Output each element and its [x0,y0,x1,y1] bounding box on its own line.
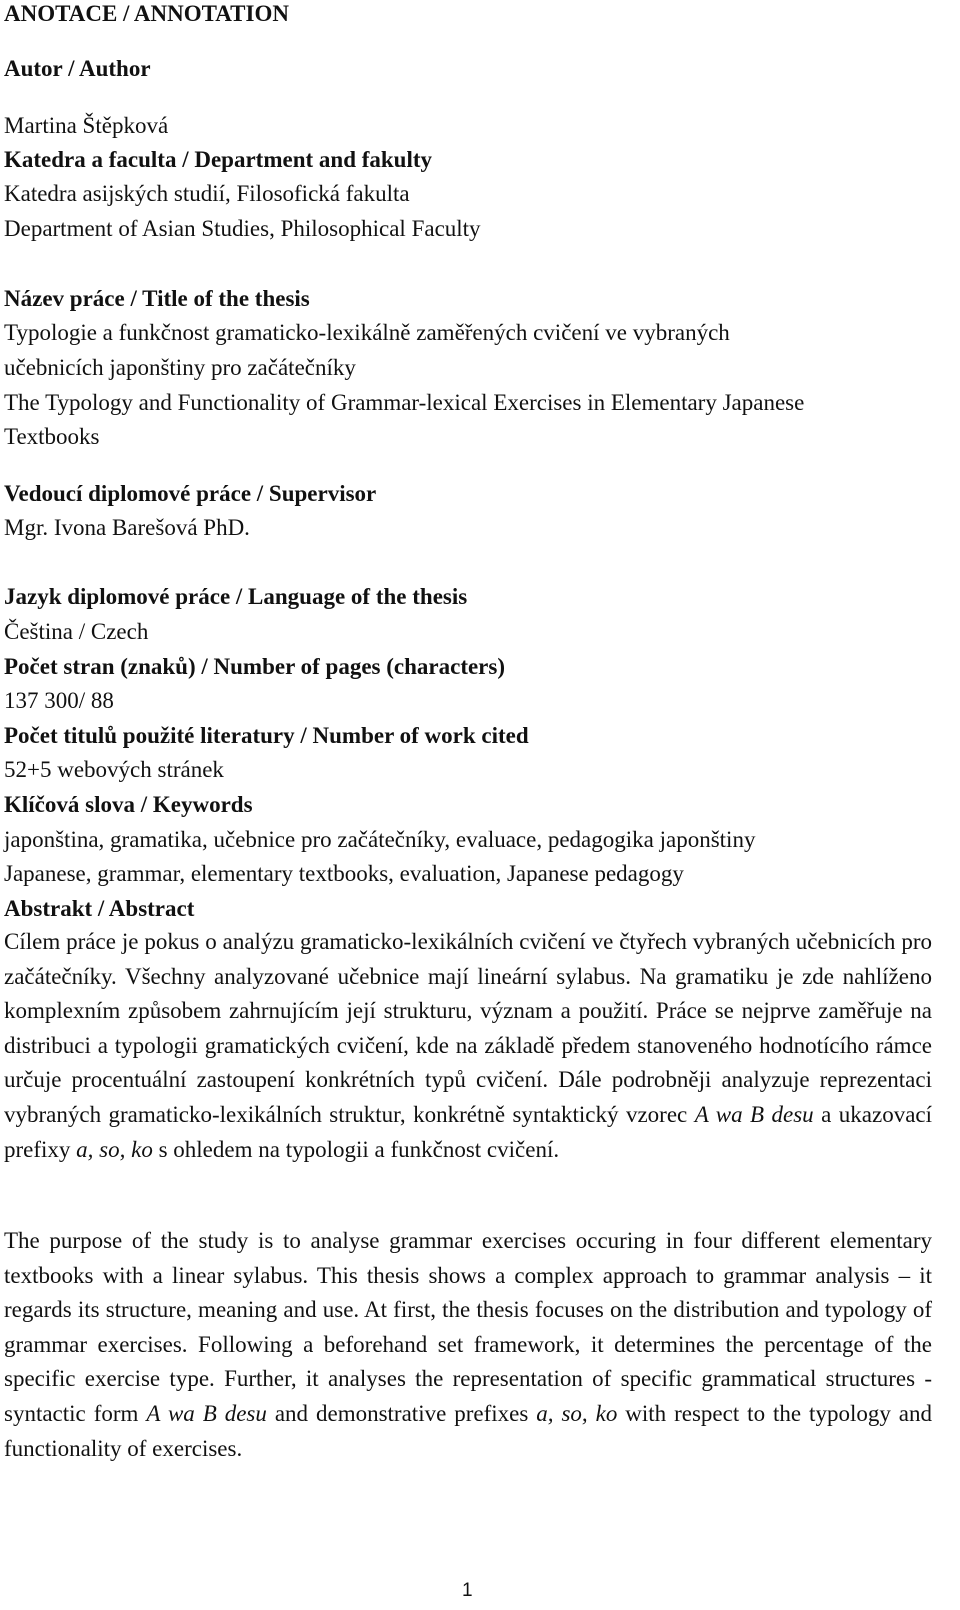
department-label: Katedra a faculta / Department and fakulty [4,147,433,172]
author-value: Martina Štěpková [4,113,169,138]
abstract-en-paragraph: The purpose of the study is to analyse grammar exercises occuring in four different elementary textbooks with a linear sylabus. This thesis shows a complex approach to grammar analysis – it regards its structure, meaning and use. At first, the thesis focuses on the distribution and typology of grammar exercises. Following a beforehand set framework, it determines the percentage of the specific exercise type. Further, it analyses the representation of specific grammatical structures - syntactic form A wa B desu and demonstrative prefixes a, so, ko with respect to the typology and functionality of exercises. [4,1228,932,1461]
title-label: Název práce / Title of the thesis [4,286,310,311]
keywords-en: Japanese, grammar, elementary textbooks, evaluation, Japanese pedagogy [4,861,684,886]
page-number: 1 [462,1580,473,1601]
cited-value: 52+5 webových stránek [4,757,224,782]
keywords-cz: japonština, gramatika, učebnice pro začátečníky, evaluace, pedagogika japonštiny [4,827,756,852]
pages-label: Počet stran (znaků) / Number of pages (characters) [4,654,506,679]
author-label: Autor / Author [4,56,151,81]
pages-value: 137 300/ 88 [4,688,114,713]
supervisor-label: Vedoucí diplomové práce / Supervisor [4,481,377,506]
page-heading: ANOTACE / ANNOTATION [4,1,289,26]
title-en-line2: Textbooks [4,424,100,449]
language-label: Jazyk diplomové práce / Language of the thesis [4,584,468,609]
keywords-label: Klíčová slova / Keywords [4,792,253,817]
department-value-cz: Katedra asijských studií, Filosofická fakulta [4,181,410,206]
abstract-label: Abstrakt / Abstract [4,896,195,921]
cited-label: Počet titulů použité literatury / Number of work cited [4,723,529,748]
title-cz-line1: Typologie a funkčnost gramaticko-lexikálně zaměřených cvičení ve vybraných [4,320,730,345]
department-value-en: Department of Asian Studies, Philosophical Faculty [4,216,481,241]
title-cz-line2: učebnicích japonštiny pro začátečníky [4,355,356,380]
title-en-line1: The Typology and Functionality of Grammar-lexical Exercises in Elementary Japanese [4,390,805,415]
language-value: Čeština / Czech [4,619,149,644]
abstract-cz-paragraph: Cílem práce je pokus o analýzu gramaticko-lexikálních cvičení ve čtyřech vybraných učebnicích pro začátečníky. Všechny analyzované učebnice mají lineární sylabus. Na gramatiku je zde nahlíženo komplexním způsobem zahrnujícím její strukturu, význam a použití. Práce se nejprve zaměřuje na distribuci a typologii gramatických cvičení, kde na základě předem stanoveného hodnotícího rámce určuje procentuální zastoupení konkrétních typů cvičení. Dále podrobněji analyzuje reprezentaci vybraných gramaticko-lexikálních struktur, konkrétně syntaktický vzorec A wa B desu a ukazovací prefixy a, so, ko s ohledem na typologii a funkčnost cvičení. [4,929,932,1162]
supervisor-value: Mgr. Ivona Barešová PhD. [4,515,250,540]
